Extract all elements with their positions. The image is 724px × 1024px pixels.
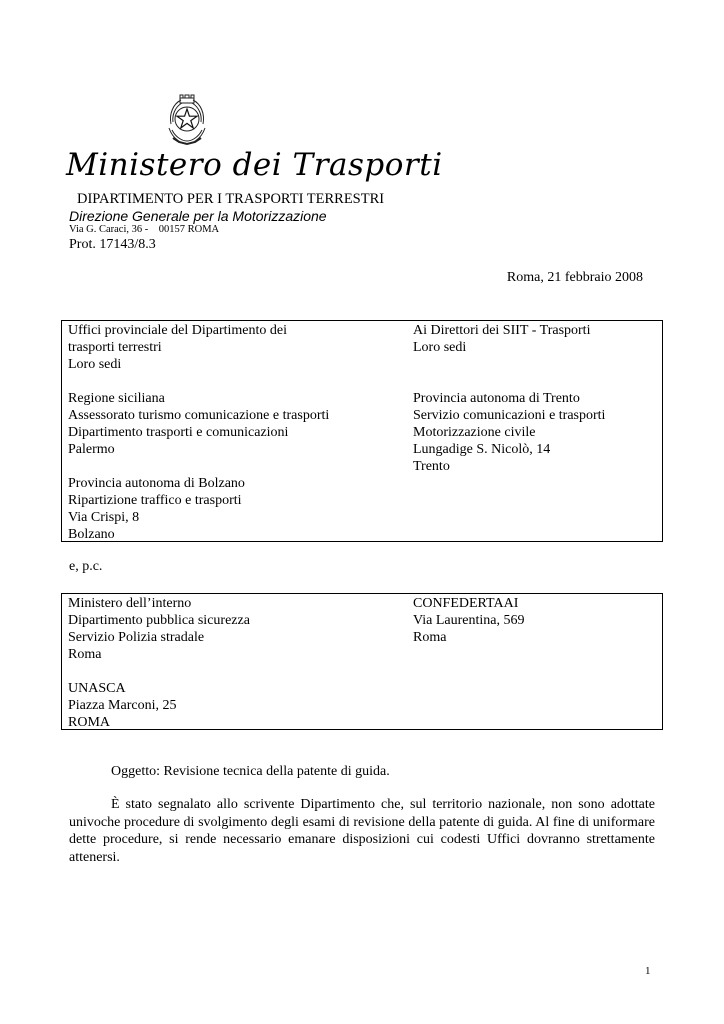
- recipient-line: Servizio comunicazioni e trasporti: [413, 408, 606, 423]
- recipient-block: [68, 475, 329, 543]
- protocol-number: Prot. 17143/8.3: [69, 237, 156, 252]
- cc-label: e, p.c.: [69, 559, 103, 574]
- recipient-line: Ripartizione traffico e trasporti: [68, 493, 242, 508]
- recipient-line: Regione siciliana: [68, 391, 165, 406]
- recipient-line: Provincia autonoma di Trento: [413, 391, 580, 406]
- republic-emblem-icon: [165, 94, 209, 148]
- recipient-line: Assessorato turismo comunicazione e trasporti: [68, 408, 330, 423]
- subject-line: Oggetto: Revisione tecnica della patente di guida.: [111, 764, 390, 779]
- recipient-line: trasporti terrestri: [68, 340, 162, 355]
- recipient-line: Palermo: [68, 442, 115, 457]
- recipient-block: [68, 322, 329, 373]
- page-number: 1: [645, 965, 651, 977]
- recipient-block: [68, 390, 329, 458]
- ministry-address: Via G. Caraci, 36 - 00157 ROMA: [69, 224, 220, 235]
- recipient-line: Dipartimento trasporti e comunicazioni: [68, 425, 289, 440]
- letter-date: Roma, 21 febbraio 2008: [506, 270, 643, 285]
- cc-line: CONFEDERTAAI: [413, 596, 519, 611]
- cc-line: Via Laurentina, 569: [413, 613, 525, 628]
- recipient-block: [413, 390, 605, 475]
- cc-block: [68, 680, 250, 731]
- cc-line: Servizio Polizia stradale: [68, 630, 205, 645]
- cc-line: Roma: [413, 630, 447, 645]
- recipients-left-column: [68, 322, 329, 543]
- recipient-line: Bolzano: [68, 527, 115, 542]
- body-paragraph: È stato segnalato allo scrivente Dipartimento che, sul territorio nazionale, non sono adottate univoche procedure di svolgimento degli esami di revisione della patente di guida. Al fine di uniformare dette procedure, si rende necessario emanare disposizioni cui codesti Uffici dovranno strettamente attenersi.: [69, 797, 655, 865]
- cc-left-column: [68, 595, 250, 731]
- ministry-name: Ministero dei Trasporti: [66, 147, 443, 183]
- recipients-right-column: [413, 322, 605, 475]
- recipient-line: Lungadige S. Nicolò, 14: [413, 442, 551, 457]
- cc-line: Dipartimento pubblica sicurezza: [68, 613, 250, 628]
- cc-line: Roma: [68, 647, 102, 662]
- recipient-line: Provincia autonoma di Bolzano: [68, 476, 245, 491]
- recipient-line: Loro sedi: [68, 357, 122, 372]
- cc-box: [61, 593, 663, 730]
- cc-line: ROMA: [68, 715, 111, 730]
- directorate-name: Direzione Generale per la Motorizzazione: [69, 208, 327, 224]
- recipient-line: [413, 356, 605, 373]
- recipient-line: Via Crispi, 8: [68, 510, 140, 525]
- cc-block: [413, 595, 525, 646]
- cc-line: UNASCA: [68, 681, 126, 696]
- cc-right-column: [413, 595, 525, 646]
- recipient-line: Uffici provinciale del Dipartimento dei: [68, 323, 288, 338]
- recipient-block: [413, 322, 605, 373]
- recipient-line: Loro sedi: [413, 340, 467, 355]
- department-name: DIPARTIMENTO PER I TRASPORTI TERRESTRI: [77, 191, 385, 207]
- recipient-line: Ai Direttori dei SIIT - Trasporti: [413, 323, 591, 338]
- cc-line: Piazza Marconi, 25: [68, 698, 177, 713]
- cc-block: [68, 595, 250, 663]
- recipient-line: Trento: [413, 459, 450, 474]
- cc-line: Ministero dell’interno: [68, 596, 192, 611]
- recipient-line: Motorizzazione civile: [413, 425, 536, 440]
- recipients-box: [61, 320, 663, 542]
